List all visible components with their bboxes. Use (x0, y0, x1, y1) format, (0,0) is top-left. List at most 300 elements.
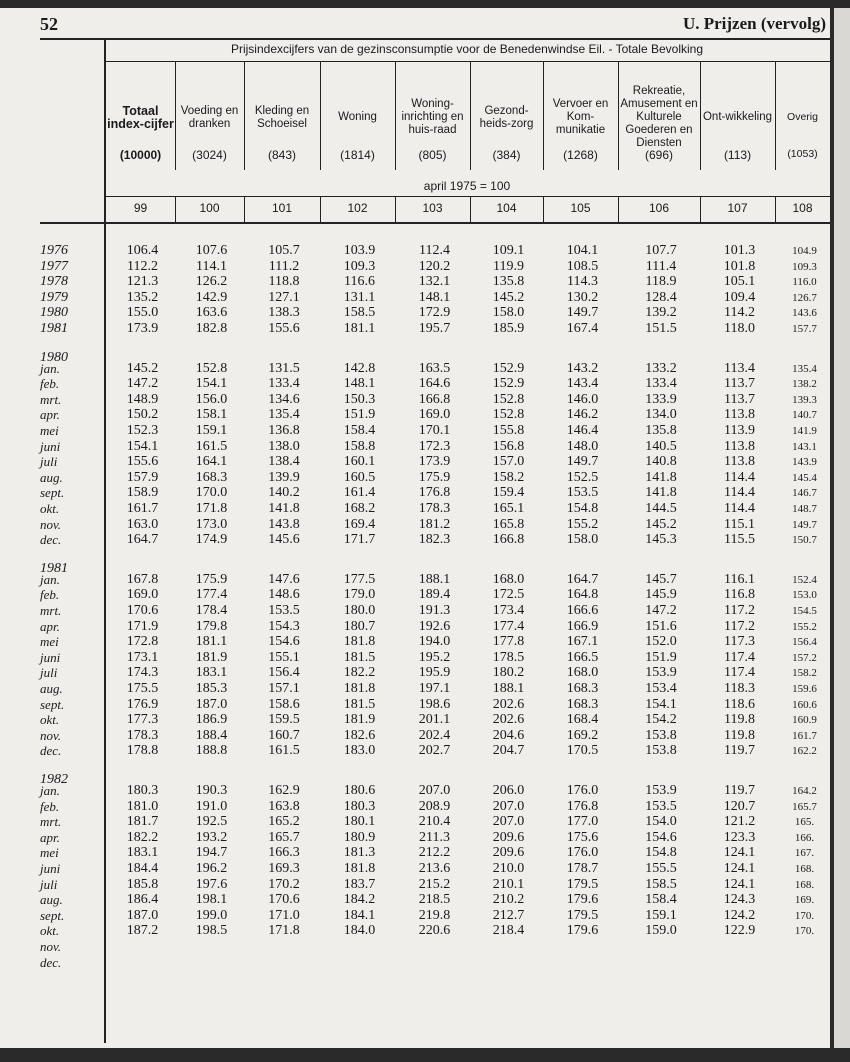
table-cell: 181.9 (343, 712, 376, 728)
table-cell: 166.6 (566, 603, 599, 618)
table-cell: 154.1 (126, 438, 159, 454)
table-cell: 178.3 (418, 501, 451, 516)
table-cell: 139.9 (268, 469, 300, 485)
table-cell: 116.1 (724, 571, 755, 587)
table-cell: 179.6 (566, 923, 599, 939)
table-cell: 210.0 (492, 861, 525, 876)
table-cell: 148.1 (418, 289, 451, 305)
table-cell: 219.8 (418, 907, 451, 923)
table-cell: 154.1 (195, 376, 228, 392)
row-label: sept. (40, 485, 65, 501)
table-cell: 158.2 (792, 667, 817, 680)
table-cell: 155.5 (645, 861, 677, 876)
table-cell: 185.3 (195, 681, 228, 696)
table-cell: 119.7 (724, 783, 755, 798)
column-code: 99 (133, 201, 148, 215)
table-cell: 150.7 (792, 534, 817, 547)
table-cell: 170. (794, 925, 815, 938)
column-weight: (843) (267, 148, 296, 162)
table-cell: 178.7 (566, 861, 599, 876)
adjacent-page-edge (834, 8, 850, 1048)
table-cell: 185.9 (492, 321, 525, 336)
table-cell: 119.8 (724, 727, 755, 743)
table-cell: 154.8 (566, 501, 599, 516)
table-row (0, 743, 830, 759)
row-label: okt. (40, 712, 60, 728)
table-cell: 207.0 (492, 798, 525, 814)
table-cell: 182.2 (343, 665, 376, 681)
table-cell: 145.7 (645, 571, 677, 587)
table-cell: 159.4 (492, 485, 525, 501)
code-top-rule (104, 196, 830, 197)
table-cell: 169. (794, 894, 815, 907)
table-cell: 184.4 (126, 861, 159, 876)
table-cell: 161.7 (792, 729, 817, 742)
table-cell: 145.2 (126, 360, 159, 376)
table-cell: 202.6 (492, 696, 525, 712)
table-cell: 194.7 (195, 845, 228, 861)
table-cell: 180.9 (343, 829, 376, 845)
table-cell: 152.8 (195, 360, 228, 376)
table-cell: 180.6 (343, 783, 376, 798)
table-cell: 153.8 (645, 743, 677, 759)
table-cell: 160.9 (792, 714, 817, 727)
column-code: 101 (271, 201, 293, 215)
table-cell: 119.9 (493, 258, 524, 274)
row-label: juni (40, 438, 61, 454)
column-header: Overig (787, 111, 818, 123)
table-cell: 140.7 (792, 409, 817, 422)
row-label: mei (40, 634, 59, 650)
table-cell: 164.8 (566, 587, 599, 603)
table-cell: 176.8 (566, 798, 599, 814)
table-cell: 186.9 (195, 712, 228, 728)
table-cell: 141.8 (645, 469, 677, 485)
table-cell: 101.3 (723, 243, 756, 258)
table-top-rule (40, 38, 830, 40)
table-cell: 151.6 (645, 618, 677, 634)
table-cell: 212.7 (492, 907, 525, 923)
table-cell: 139.3 (792, 393, 817, 406)
row-label: 1978 (40, 274, 68, 290)
table-cell: 180.3 (126, 783, 159, 798)
column-code: 103 (422, 201, 443, 215)
table-cell: 173.1 (126, 649, 159, 665)
row-label: aug. (40, 469, 63, 485)
table-cell: 168.2 (343, 501, 376, 516)
table-cell: 135.4 (268, 407, 300, 423)
table-cell: 160.7 (268, 727, 300, 743)
table-cell: 184.1 (343, 907, 376, 923)
table-cell: 109.3 (343, 258, 376, 274)
table-cell: 155.0 (126, 305, 159, 321)
table-cell: 170.5 (566, 743, 599, 759)
table-cell: 145.3 (645, 532, 677, 548)
table-row (0, 728, 830, 744)
column-header: Totaal index-cijfer (107, 103, 174, 131)
table-cell: 211.3 (419, 829, 450, 845)
table-cell: 117.2 (724, 618, 755, 634)
table-cell: 169.0 (418, 407, 451, 423)
table-cell: 202.4 (418, 727, 451, 743)
table-cell: 141.8 (645, 485, 677, 501)
row-label: mrt. (40, 603, 62, 618)
table-cell: 166.8 (492, 532, 525, 548)
table-cell: 158.2 (492, 469, 525, 485)
table-cell: 124.1 (723, 861, 756, 876)
table-cell: 140.8 (645, 454, 677, 470)
table-cell: 173.0 (195, 516, 228, 532)
table-row (0, 517, 830, 533)
table-cell: 195.2 (418, 649, 451, 665)
table-cell: 147.2 (645, 603, 677, 618)
table-cell: 174.9 (195, 532, 228, 548)
table-cell: 202.6 (492, 712, 525, 728)
page-number: 52 (40, 14, 58, 34)
table-row (0, 274, 830, 290)
table-cell: 139.2 (645, 305, 677, 321)
table-cell: 192.5 (195, 814, 228, 830)
table-cell: 188.8 (195, 743, 228, 759)
table-cell: 136.8 (268, 423, 300, 438)
table-cell: 154.5 (792, 605, 817, 617)
table-cell: 181.8 (343, 634, 376, 650)
row-label: 1980 (40, 305, 68, 321)
table-cell: 105.1 (723, 274, 756, 290)
row-label: aug. (40, 892, 63, 908)
table-cell: 156.0 (195, 391, 228, 407)
table-cell: 138.4 (268, 454, 300, 470)
table-cell: 180.1 (343, 814, 376, 830)
table-cell: 165.1 (492, 501, 525, 516)
table-cell: 158.6 (268, 696, 300, 712)
table-cell: 195.9 (418, 665, 451, 681)
table-cell: 175.9 (195, 571, 228, 587)
table-cell: 168. (794, 878, 815, 891)
table-cell: 149.7 (566, 454, 599, 470)
table-cell: 152.3 (126, 423, 159, 438)
table-cell: 151.9 (645, 649, 677, 665)
table-row (0, 799, 830, 815)
table-cell: 135.8 (645, 423, 677, 438)
table-row (0, 712, 830, 728)
table-cell: 165.7 (268, 829, 300, 845)
table-row (0, 454, 830, 470)
table-cell: 167. (794, 847, 815, 860)
document-page (0, 8, 830, 1048)
table-cell: 158.5 (645, 876, 677, 892)
table-cell: 150.2 (126, 407, 159, 423)
base-period: april 1975 = 100 (423, 179, 511, 193)
table-row (0, 407, 830, 423)
table-row (0, 290, 830, 306)
table-cell: 159.5 (268, 712, 300, 728)
table-row (0, 392, 830, 408)
table-cell: 113.8 (724, 438, 755, 454)
table-cell: 112.2 (127, 258, 158, 274)
table-cell: 182.6 (343, 727, 376, 743)
table-cell: 170.2 (268, 876, 300, 892)
table-cell: 167.4 (566, 321, 599, 336)
table-cell: 175.6 (566, 829, 599, 845)
table-cell: 197.6 (195, 876, 228, 892)
year-heading: 1981 (40, 560, 68, 576)
table-cell: 210.4 (418, 814, 451, 830)
table-cell: 109.1 (492, 243, 525, 258)
table-cell: 113.9 (724, 423, 755, 438)
table-cell: 156.4 (792, 636, 817, 649)
table-cell: 160.5 (343, 469, 376, 485)
table-cell: 117.2 (724, 603, 755, 618)
table-cell: 155.2 (566, 516, 599, 532)
table-cell: 197.1 (418, 681, 451, 696)
header-bottom-rule (40, 222, 830, 224)
table-cell: 172.5 (492, 587, 525, 603)
table-cell: 117.3 (724, 634, 755, 650)
table-cell: 113.8 (724, 407, 755, 423)
table-cell: 176.0 (566, 783, 599, 798)
table-cell: 182.3 (418, 532, 451, 548)
table-cell: 155.6 (126, 454, 159, 470)
table-cell: 107.7 (645, 243, 677, 258)
table-cell: 153.9 (645, 665, 677, 681)
table-cell: 179.8 (195, 618, 228, 634)
table-cell: 167.8 (126, 571, 159, 587)
column-weight: (10000) (119, 148, 162, 162)
column-weight: (384) (492, 148, 521, 162)
table-cell: 191.0 (195, 798, 228, 814)
table-cell: 174.3 (126, 665, 159, 681)
table-cell: 115.5 (724, 532, 755, 548)
table-row (0, 697, 830, 713)
table-cell: 171.7 (343, 532, 376, 548)
table-cell: 101.8 (723, 258, 756, 274)
table-cell: 165.2 (268, 814, 300, 830)
table-row (0, 243, 830, 259)
table-cell: 173.4 (492, 603, 525, 618)
table-cell: 109.3 (792, 260, 817, 273)
column-code: 104 (496, 201, 517, 215)
table-row (0, 877, 830, 893)
table-cell: 154.2 (645, 712, 677, 728)
table-row (0, 470, 830, 486)
table-cell: 165.8 (492, 516, 525, 532)
table-cell: 160.1 (343, 454, 376, 470)
table-cell: 168.4 (566, 712, 599, 728)
table-cell: 158.0 (492, 305, 525, 321)
row-label: 1977 (40, 258, 68, 274)
table-cell: 169.4 (343, 516, 376, 532)
table-cell: 154.6 (645, 829, 677, 845)
row-label: juni (40, 649, 61, 665)
table-cell: 152.5 (566, 469, 599, 485)
table-cell: 163.6 (195, 305, 228, 321)
column-header: Voeding en dranken (180, 104, 239, 130)
table-cell: 143.9 (792, 456, 817, 469)
row-label: jan. (40, 360, 60, 376)
table-cell: 133.4 (268, 376, 300, 392)
table-cell: 134.0 (645, 407, 677, 423)
table-cell: 175.9 (418, 469, 451, 485)
table-cell: 187.0 (195, 696, 228, 712)
table-cell: 184.0 (343, 923, 376, 939)
row-label: juli (40, 665, 58, 681)
table-cell: 181.8 (343, 861, 376, 876)
table-cell: 209.6 (492, 829, 525, 845)
table-cell: 141.8 (268, 501, 300, 516)
table-cell: 156.4 (268, 665, 300, 681)
column-code: 106 (648, 201, 670, 215)
table-cell: 164.2 (792, 785, 817, 797)
row-label: 1976 (40, 243, 68, 258)
table-cell: 154.8 (645, 845, 677, 861)
table-cell: 179.5 (566, 876, 599, 892)
table-cell: 184.2 (343, 892, 376, 908)
table-cell: 215.2 (418, 876, 451, 892)
table-cell: 181.9 (195, 649, 228, 665)
table-cell: 181.8 (343, 681, 376, 696)
column-weight: (696) (644, 148, 673, 162)
table-cell: 107.6 (195, 243, 228, 258)
table-cell: 176.0 (566, 845, 599, 861)
column-weight: (1053) (787, 148, 818, 160)
column-weight: (1268) (563, 148, 598, 162)
table-cell: 183.7 (343, 876, 376, 892)
table-cell: 143.1 (792, 440, 817, 453)
row-label: juli (40, 454, 58, 470)
table-cell: 168. (794, 863, 815, 875)
table-cell: 143.4 (566, 376, 599, 392)
table-cell: 117.4 (724, 665, 755, 681)
year-heading: 1982 (40, 772, 68, 787)
table-cell: 141.9 (792, 425, 817, 437)
table-row (0, 321, 830, 337)
table-row (0, 603, 830, 619)
table-cell: 153.5 (645, 798, 677, 814)
table-cell: 171.9 (126, 618, 159, 634)
table-cell: 212.2 (418, 845, 451, 861)
table-cell: 148.7 (792, 503, 817, 515)
table-row (0, 939, 830, 955)
table-cell: 177.4 (195, 587, 228, 603)
table-cell: 113.8 (724, 454, 755, 470)
table-cell: 151.5 (645, 321, 677, 336)
table-cell: 114.3 (567, 274, 598, 290)
running-title: U. Prijzen (vervolg) (682, 14, 826, 33)
table-cell: 170.0 (195, 485, 228, 501)
column-code: 108 (792, 201, 813, 215)
row-label: sept. (40, 696, 65, 712)
table-cell: 207.0 (492, 814, 525, 830)
table-cell: 155.1 (268, 649, 300, 665)
table-cell: 140.2 (268, 485, 300, 501)
table-cell: 183.1 (195, 665, 228, 681)
row-label: nov. (40, 939, 62, 954)
table-cell: 166. (794, 831, 815, 844)
table-cell: 147.2 (126, 376, 159, 392)
table-cell: 169.3 (268, 861, 300, 876)
table-cell: 171.8 (268, 923, 300, 939)
table-cell: 181.1 (195, 634, 228, 650)
row-label: jan. (40, 783, 60, 798)
table-cell: 144.5 (645, 501, 677, 516)
table-cell: 195.7 (418, 321, 451, 336)
table-cell: 201.1 (418, 712, 451, 728)
table-cell: 158.9 (126, 485, 159, 501)
column-header: Rekreatie, Amusement en Kulturele Goederen en Diensten (620, 85, 698, 149)
table-cell: 109.4 (723, 289, 756, 305)
table-cell: 170.6 (126, 603, 159, 618)
table-cell: 159.1 (645, 907, 677, 923)
table-cell: 128.4 (645, 289, 677, 305)
row-label: nov. (40, 727, 62, 743)
table-row (0, 845, 830, 861)
row-label: dec. (40, 954, 62, 970)
table-row (0, 572, 830, 588)
table-cell: 196.2 (195, 861, 228, 876)
table-cell: 188.1 (418, 571, 451, 587)
row-label: 1979 (40, 289, 68, 305)
table-row (0, 908, 830, 924)
column-weight: (113) (723, 148, 752, 162)
table-cell: 151.9 (343, 407, 376, 423)
table-cell: 152.4 (792, 573, 817, 586)
table-cell: 157.2 (792, 651, 817, 664)
table-cell: 181.0 (126, 798, 159, 814)
table-cell: 192.6 (418, 618, 451, 634)
row-label: nov. (40, 516, 62, 532)
table-cell: 145.9 (645, 587, 677, 603)
table-cell: 116.6 (344, 274, 375, 290)
table-cell: 133.9 (645, 391, 677, 407)
table-cell: 198.6 (418, 696, 451, 712)
table-cell: 178.3 (126, 727, 159, 743)
table-cell: 179.6 (566, 892, 599, 908)
table-cell: 198.5 (195, 923, 228, 939)
table-cell: 142.9 (195, 289, 228, 305)
column-weight: (3024) (192, 148, 227, 162)
table-cell: 142.8 (343, 360, 376, 376)
table-cell: 158.4 (645, 892, 677, 908)
table-cell: 135.4 (792, 362, 817, 375)
table-cell: 176.9 (126, 696, 159, 712)
row-label: okt. (40, 923, 60, 939)
table-cell: 159.0 (645, 923, 677, 939)
table-cell: 189.4 (418, 587, 451, 603)
table-cell: 178.5 (492, 649, 525, 665)
table-cell: 177.8 (492, 634, 525, 650)
table-cell: 153.8 (645, 727, 677, 743)
table-cell: 154.1 (645, 696, 677, 712)
table-cell: 104.9 (792, 245, 817, 257)
table-cell: 138.3 (268, 305, 300, 321)
table-cell: 155.2 (792, 620, 817, 633)
table-cell: 158.0 (566, 532, 599, 548)
column-header: Kleding en Schoeisel (254, 104, 310, 130)
row-label: apr. (40, 407, 60, 423)
table-row (0, 305, 830, 321)
table-cell: 210.1 (492, 876, 525, 892)
table-cell: 180.3 (343, 798, 376, 814)
table-cell: 158.4 (343, 423, 376, 438)
row-label: mrt. (40, 814, 62, 830)
table-cell: 135.2 (126, 289, 159, 305)
row-label: dec. (40, 743, 62, 759)
table-cell: 158.5 (343, 305, 376, 321)
table-cell: 157.9 (126, 469, 159, 485)
table-cell: 157.7 (792, 323, 817, 335)
column-header: Gezond-heids-zorg (479, 104, 534, 130)
